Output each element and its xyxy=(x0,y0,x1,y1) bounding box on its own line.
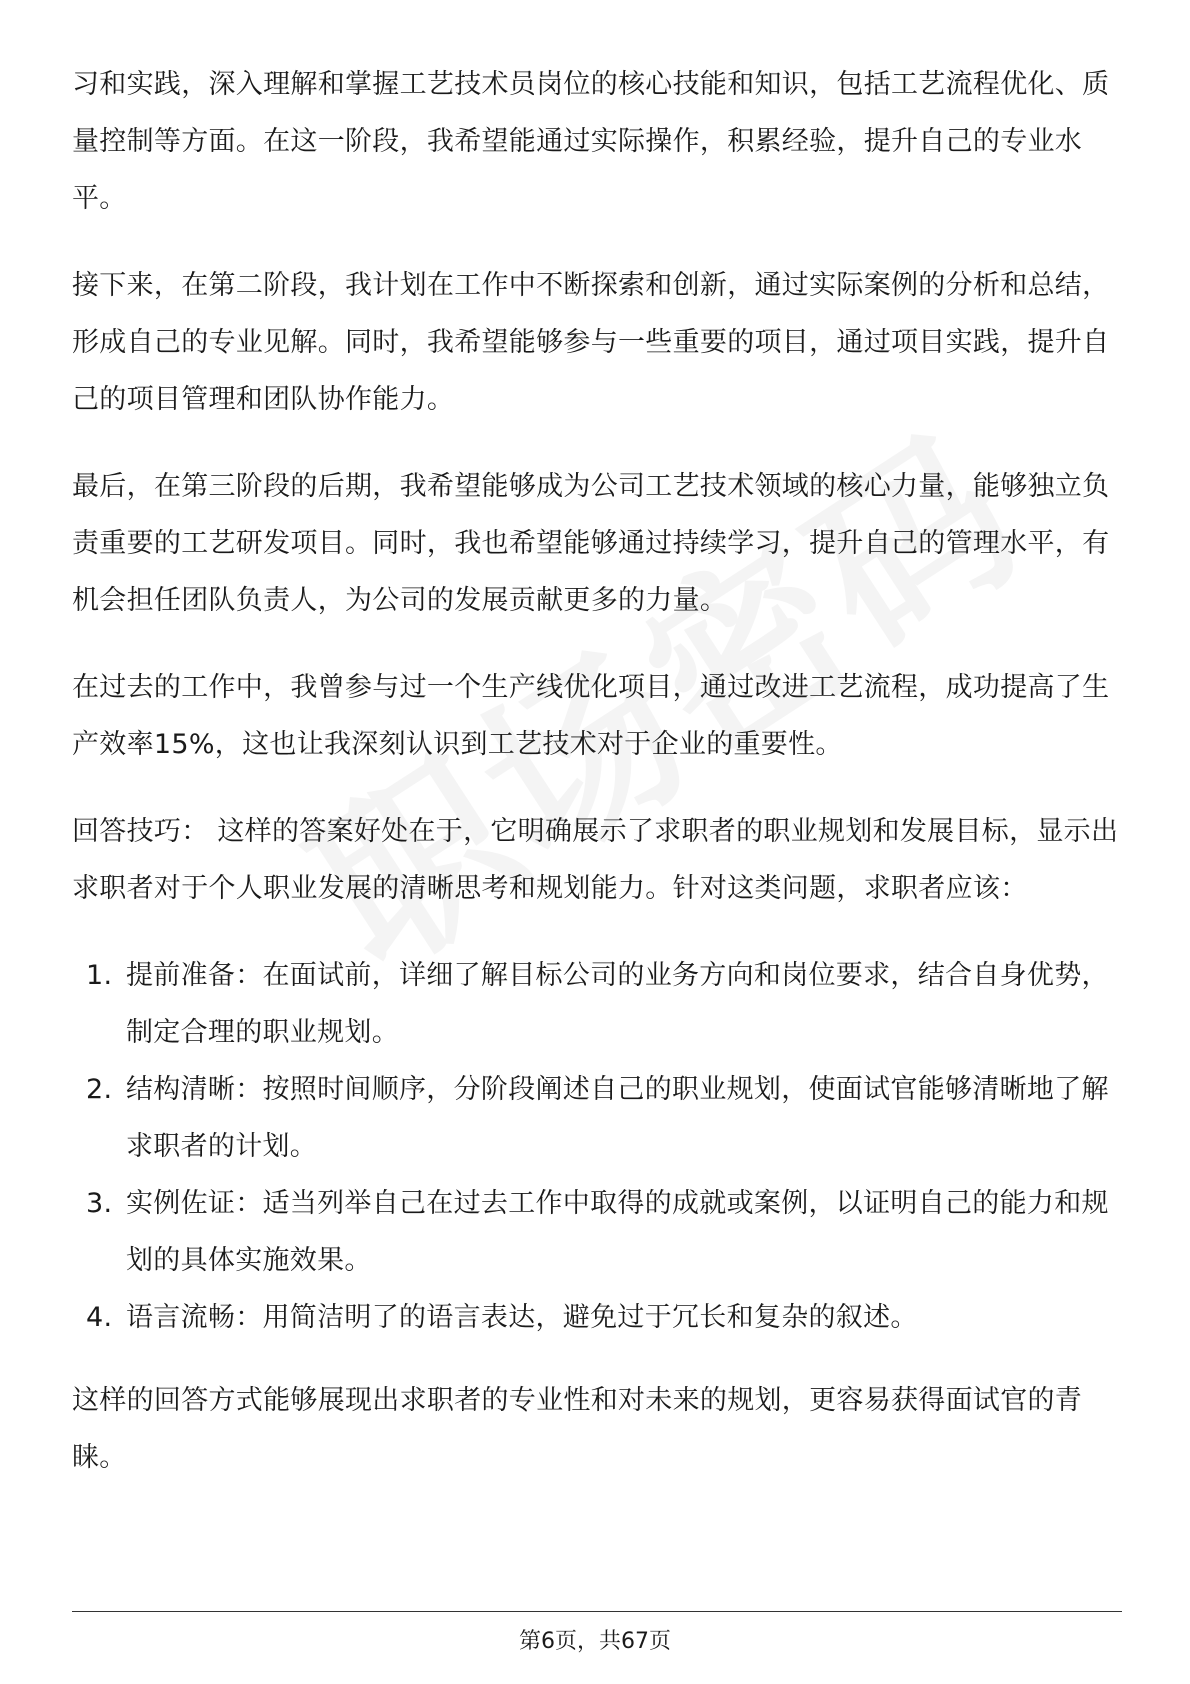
list-number: 1. xyxy=(86,960,113,991)
paragraph-3: 最后，在第三阶段的后期，我希望能够成为公司工艺技术领域的核心力量，能够独立负责重要的工艺研发项目。同时，我也希望能够通过持续学习，提升自己的管理水平，有机会担任团队负责人，为公司的发展贡献更多的力量。 xyxy=(72,471,1110,616)
list-item xyxy=(72,1061,1122,1175)
paragraph-conclusion: 这样的回答方式能够展现出求职者的专业性和对未来的规划，更容易获得面试官的青睐。 xyxy=(72,1385,1083,1473)
paragraph-1: 习和实践，深入理解和掌握工艺技术员岗位的核心技能和知识，包括工艺流程优化、质量控制等方面。在这一阶段，我希望能通过实际操作，积累经验，提升自己的专业水平。 xyxy=(72,69,1110,214)
list-text: 语言流畅：用简洁明了的语言表达，避免过于冗长和复杂的叙述。 xyxy=(126,1302,918,1333)
paragraph-4: 在过去的工作中，我曾参与过一个生产线优化项目，通过改进工艺流程，成功提高了生产效率15%，这也让我深刻认识到工艺技术对于企业的重要性。 xyxy=(72,672,1110,760)
list-text: 实例佐证：适当列举自己在过去工作中取得的成就或案例，以证明自己的能力和规划的具体实施效果。 xyxy=(126,1188,1109,1276)
list-item xyxy=(72,1289,1122,1346)
list-item xyxy=(72,1175,1122,1289)
paragraph-2: 接下来，在第二阶段，我计划在工作中不断探索和创新，通过实际案例的分析和总结，形成自己的专业见解。同时，我希望能够参与一些重要的项目，通过项目实践，提升自己的项目管理和团队协作能力。 xyxy=(72,270,1110,415)
list-text: 提前准备：在面试前，详细了解目标公司的业务方向和岗位要求，结合自身优势，制定合理的职业规划。 xyxy=(126,960,1109,1048)
list-text: 结构清晰：按照时间顺序，分阶段阐述自己的职业规划，使面试官能够清晰地了解求职者的计划。 xyxy=(126,1074,1109,1162)
tips-list xyxy=(72,947,1122,1346)
footer-divider xyxy=(72,1611,1122,1612)
page-number: 第6页，共67页 xyxy=(519,1629,671,1654)
paragraph-answer-tips: 回答技巧： 这样的答案好处在于，它明确展示了求职者的职业规划和发展目标，显示出求职者对于个人职业发展的清晰思考和规划能力。针对这类问题，求职者应该： xyxy=(72,816,1119,904)
list-number: 4. xyxy=(86,1302,113,1333)
list-number: 3. xyxy=(86,1188,113,1219)
page-content xyxy=(72,56,1122,1516)
list-item xyxy=(72,947,1122,1061)
list-number: 2. xyxy=(86,1074,113,1105)
